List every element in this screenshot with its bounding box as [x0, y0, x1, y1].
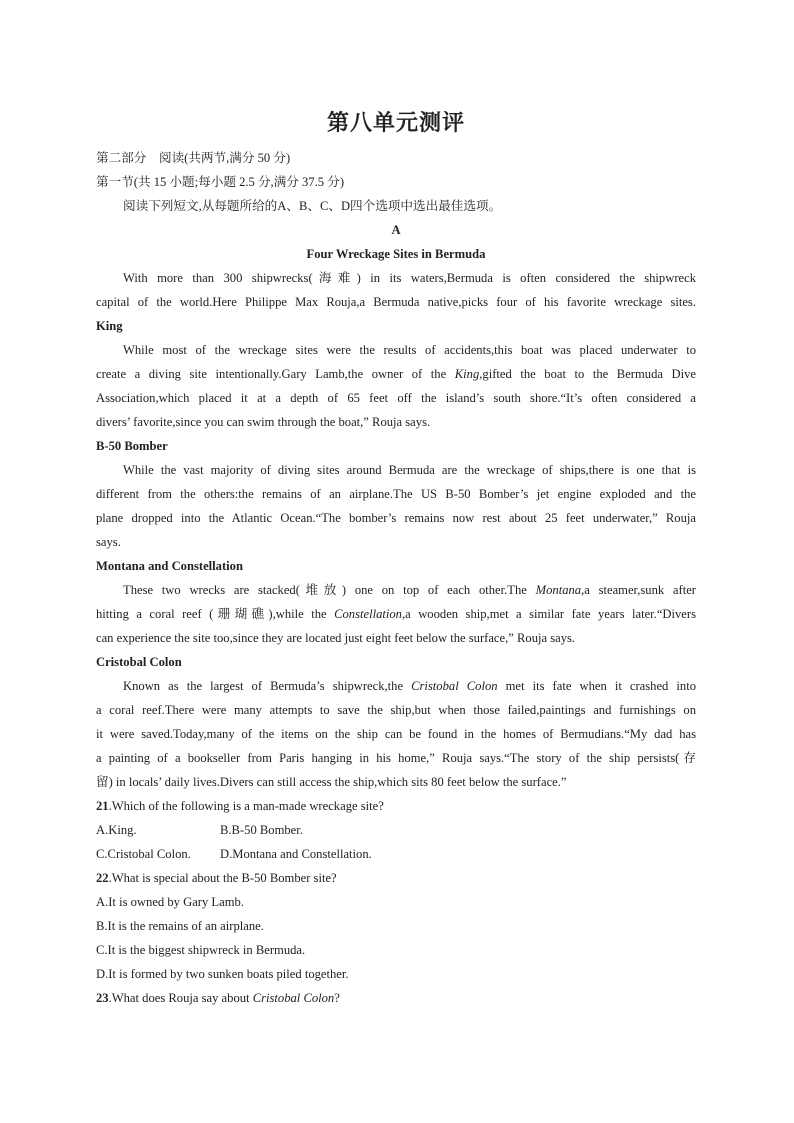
section-heading-king: King [96, 319, 123, 333]
section-heading: 第一节(共 15 小题;每小题 2.5 分,满分 37.5 分) [96, 175, 345, 189]
paragraph-line: Association,which placed it at a depth of 65 feet off the island’s south shore.“It’s often considered a [96, 391, 696, 405]
paragraph-line: capital of the world.Here Philippe Max Rouja,a Bermuda native,picks four of his favorite wreckage sites. [96, 295, 696, 309]
passage-letter: A [391, 223, 401, 237]
option-a[interactable]: A.King. [96, 823, 137, 837]
paragraph-line: divers’ favorite,since you can swim through the boat,” Rouja says. [96, 415, 431, 429]
instruction: 阅读下列短文,从每题所给的A、B、C、D四个选项中选出最佳选项。 [123, 199, 502, 213]
paragraph-line: different from the others:the remains of an airplane.The US B-50 Bomber’s jet engine exploded and the [96, 487, 696, 501]
option-d[interactable]: D.It is formed by two sunken boats piled together. [96, 967, 349, 981]
options-row [96, 842, 696, 866]
page-title: 第八单元测评 [326, 110, 465, 135]
paragraph-line: it were saved.Today,many of the items on the ship can be found in the homes of Bermudians.“My dad has [96, 727, 696, 741]
paragraph-line: plane dropped into the Atlantic Ocean.“The bomber’s remains now rest about 25 feet underwater,” Rouja [96, 511, 696, 525]
paragraph-line: With more than 300 shipwrecks(海难) in its waters,Bermuda is often considered the shipwreck [123, 271, 696, 285]
paragraph-line: 留) in locals’ daily lives.Divers can still access the ship,which sits 80 feet below the surface.” [96, 775, 567, 789]
question-22: 22.What is special about the B-50 Bomber site? [96, 871, 337, 885]
paragraph-line: says. [96, 535, 121, 549]
section-heading-bomber: B-50 Bomber [96, 439, 168, 453]
options-row [96, 818, 696, 842]
part-heading: 第二部分 阅读(共两节,满分 50 分) [96, 151, 291, 165]
paragraph-line: can experience the site too,since they are located just eight feet below the surface,” Rouja says. [96, 631, 576, 645]
paragraph-line: hitting a coral reef (珊瑚礁),while the Constellation,a wooden ship,met a similar fate years later.“Divers [96, 607, 696, 621]
paragraph-line: While the vast majority of diving sites around Bermuda are the wreckage of ships,there is one that is [123, 463, 696, 477]
paragraph-line: create a diving site intentionally.Gary Lamb,the owner of the King,gifted the boat to the Bermuda Dive [96, 367, 697, 381]
passage-title: Four Wreckage Sites in Bermuda [306, 247, 486, 261]
option-b[interactable]: B.It is the remains of an airplane. [96, 919, 264, 933]
option-c[interactable]: C.Cristobal Colon. [96, 847, 191, 861]
paragraph-line: These two wrecks are stacked(堆放) one on top of each other.The Montana,a steamer,sunk after [123, 583, 696, 597]
question-21: 21.Which of the following is a man-made wreckage site? [96, 799, 384, 813]
section-heading-cristobal: Cristobal Colon [96, 655, 182, 669]
option-c[interactable]: C.It is the biggest shipwreck in Bermuda. [96, 943, 306, 957]
section-heading-montana: Montana and Constellation [96, 559, 243, 573]
option-d[interactable]: D.Montana and Constellation. [220, 847, 372, 861]
paragraph-line: a coral reef.There were many attempts to save the ship,but when those failed,paintings and furnishings on [96, 703, 696, 717]
paragraph-line: a painting of a bookseller from Paris hanging in his home,” Rouja says.“The story of the ship persists(存 [96, 751, 696, 765]
question-23: 23.What does Rouja say about Cristobal Colon? [96, 991, 340, 1005]
option-a[interactable]: A.It is owned by Gary Lamb. [96, 895, 244, 909]
paragraph-line: While most of the wreckage sites were the results of accidents,this boat was placed underwater to [123, 343, 696, 357]
option-b[interactable]: B.B-50 Bomber. [220, 823, 303, 837]
paragraph-line: Known as the largest of Bermuda’s shipwreck,the Cristobal Colon met its fate when it crashed into [123, 679, 696, 693]
